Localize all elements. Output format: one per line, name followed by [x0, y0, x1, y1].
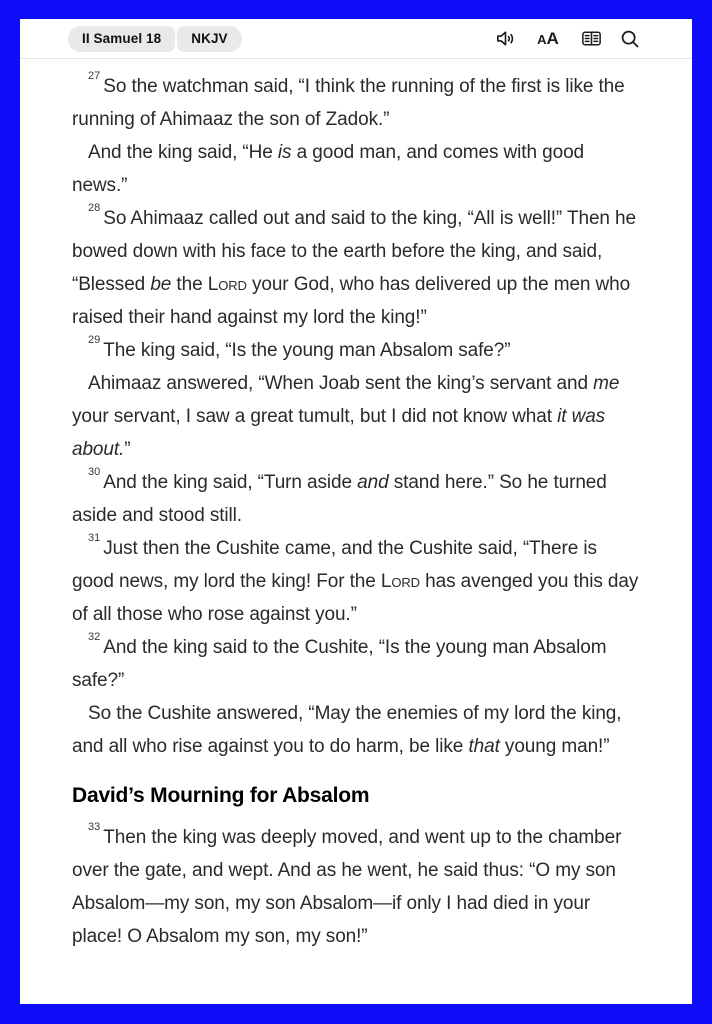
- text-run: has avenged you this day of all those who rose against you.”: [72, 571, 639, 625]
- section-heading: David’s Mourning for Absalom: [72, 784, 370, 807]
- text-run: The king said, “Is the young man Absalom safe?”: [103, 340, 511, 361]
- verse-number: 32: [88, 630, 101, 643]
- divine-name-smallcaps: Lord: [207, 274, 247, 295]
- italic-run: it was about.: [72, 406, 606, 460]
- italic-run: be: [150, 274, 172, 295]
- verse-paragraph: [72, 202, 640, 334]
- continuation-paragraph: [72, 367, 640, 466]
- verse-paragraph: [72, 821, 640, 953]
- text-run: your God, who has delivered up the men who raised their hand against my lord the king!”: [72, 274, 631, 328]
- search-icon[interactable]: [618, 27, 642, 51]
- verse-number: 28: [88, 201, 101, 214]
- top-toolbar: [20, 19, 692, 59]
- passage-selector: [68, 26, 242, 52]
- divine-name-smallcaps: Lord: [380, 571, 420, 592]
- text-size-label: A A: [537, 28, 559, 48]
- text-run: So the Cushite answered, “May the enemies of my lord the king, and all who rise against you to do harm, be like: [72, 703, 622, 757]
- text-run: And the king said to the Cushite, “Is the young man Absalom safe?”: [72, 637, 607, 691]
- continuation-paragraph: [72, 136, 640, 202]
- text-run: Ahimaaz answered, “When Joab sent the king’s servant and: [88, 373, 594, 394]
- text-run: So Ahimaaz called out and said to the king, “All is well!” Then he bowed down with his face to the earth before the king, and said, “Blessed: [72, 208, 636, 295]
- italic-run: and: [357, 472, 389, 493]
- verse-paragraph: [72, 70, 640, 136]
- italic-run: me: [593, 373, 620, 394]
- text-run: Then the king was deeply moved, and went up to the chamber over the gate, and wept. And as he went, he said thus: “O my son Absalom—my son, my son Absalom—if only I had died in your place! O Absalom my son, my son!”: [72, 827, 622, 947]
- text-run: young man!”: [499, 736, 610, 757]
- scripture-blocks: [72, 70, 640, 953]
- audio-speaker-icon[interactable]: [493, 27, 517, 51]
- verse-paragraph: [72, 532, 640, 631]
- verse-number: 30: [88, 465, 101, 478]
- toolbar-icons: [493, 27, 642, 51]
- italic-run: is: [277, 142, 292, 163]
- text-run: ”: [124, 439, 131, 460]
- italic-run: that: [468, 736, 500, 757]
- verse-number: 33: [88, 820, 101, 833]
- verse-paragraph: [72, 631, 640, 697]
- verse-number: 29: [88, 333, 101, 346]
- text-run: So the watchman said, “I think the running of the first is like the running of Ahimaaz the son of Zadok.”: [72, 76, 625, 130]
- text-run: Just then the Cushite came, and the Cushite said, “There is good news, my lord the king! For the: [72, 538, 597, 592]
- text-run: your servant, I saw a great tumult, but I did not know what: [72, 406, 558, 427]
- text-run: the: [171, 274, 208, 295]
- scripture-view: [20, 59, 692, 1004]
- translation-button[interactable]: NKJV: [177, 26, 241, 52]
- text-run: stand here.” So he turned aside and stood still.: [72, 472, 607, 526]
- continuation-paragraph: [72, 697, 640, 763]
- text-run: And the king said, “Turn aside: [103, 472, 358, 493]
- text-size-icon[interactable]: [532, 27, 564, 51]
- reader-book-icon[interactable]: [579, 27, 603, 51]
- verse-paragraph: [72, 334, 640, 367]
- text-run: a good man, and comes with good news.”: [72, 142, 584, 196]
- text-run: And the king said, “He: [88, 142, 278, 163]
- book-chapter-button[interactable]: II Samuel 18: [68, 26, 175, 52]
- verse-number: 31: [88, 531, 101, 544]
- verse-paragraph: [72, 466, 640, 532]
- bible-app-window: [20, 19, 692, 1004]
- verse-number: 27: [88, 69, 101, 82]
